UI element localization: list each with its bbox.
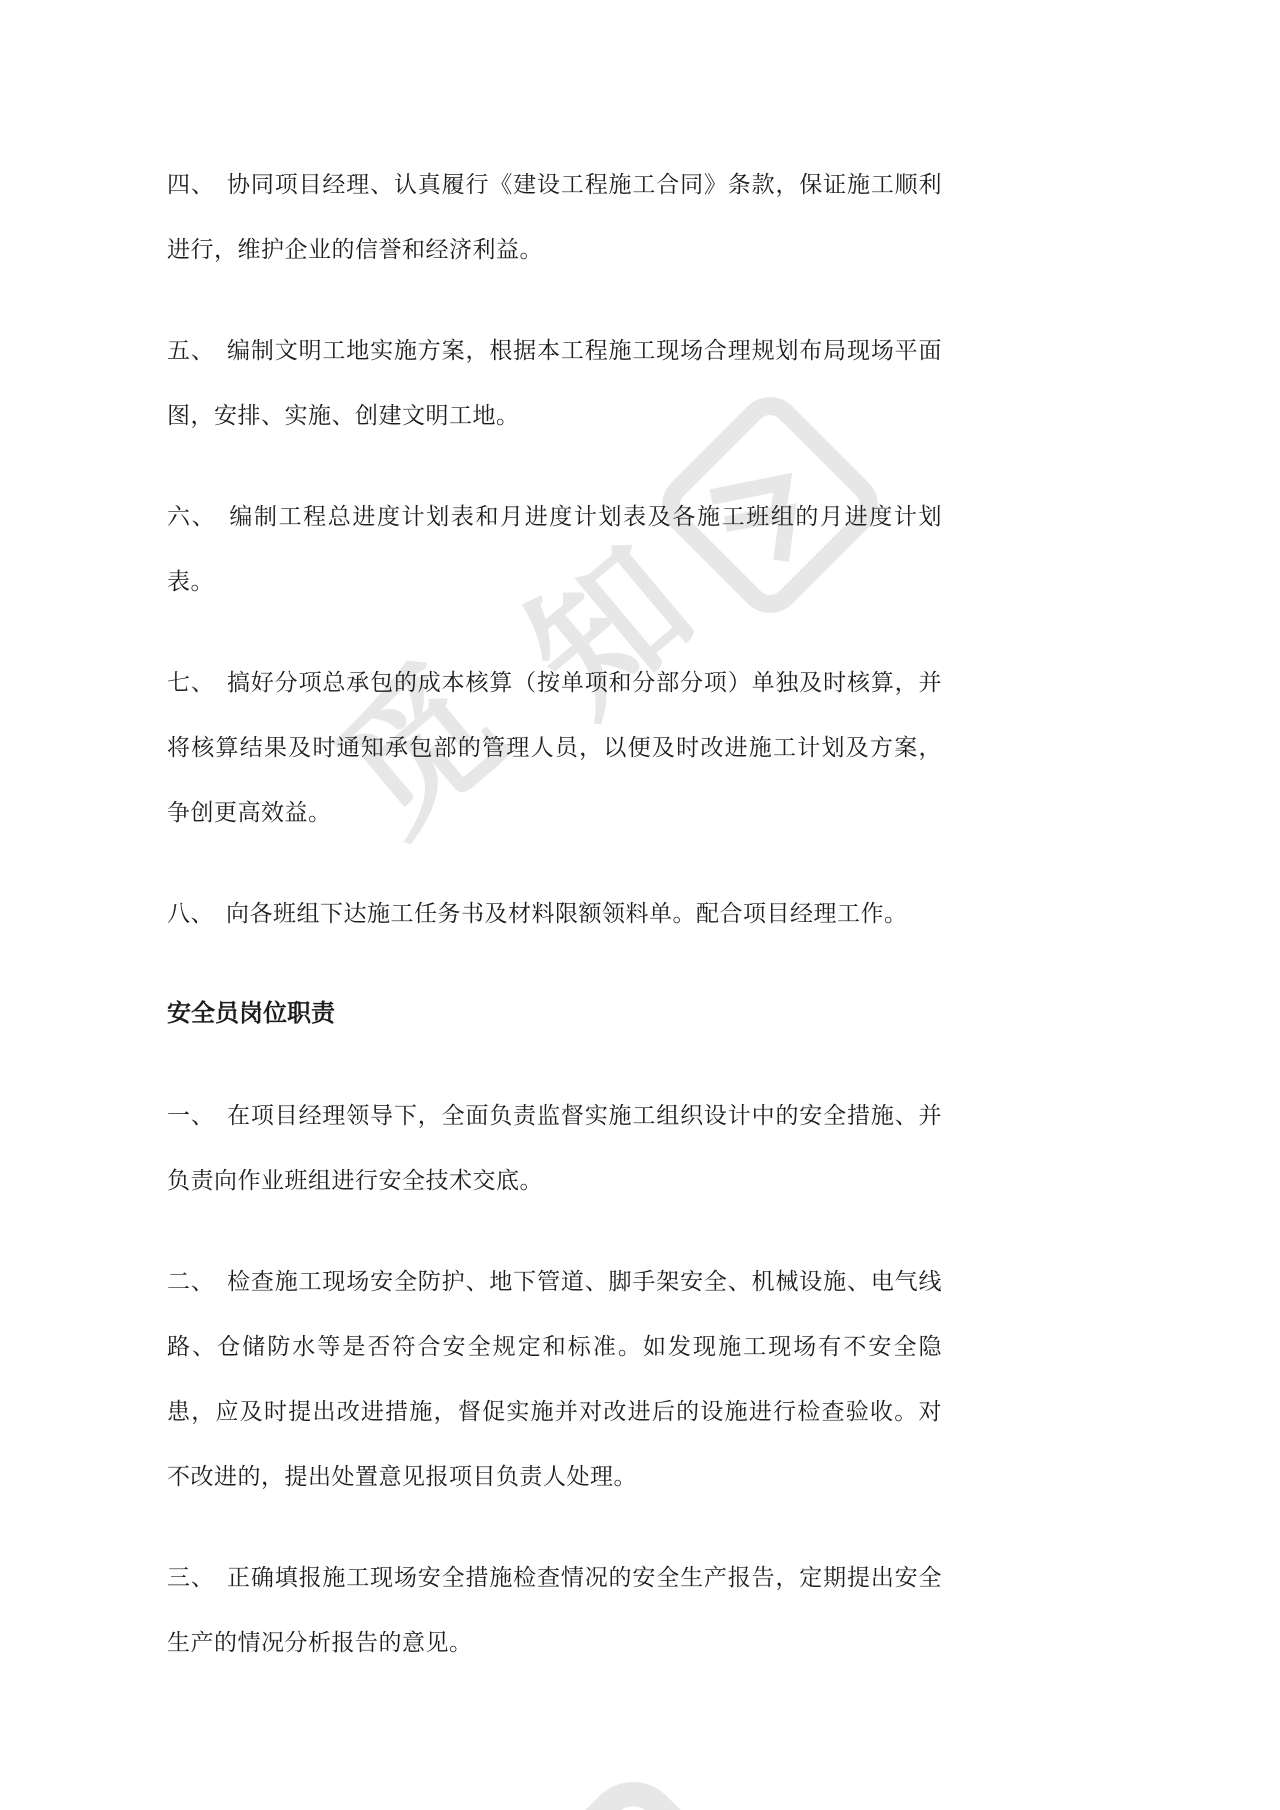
duty-item-1: 一、 在项目经理领导下，全面负责监督实施工组织设计中的安全措施、并负责向作业班组进行安全技术交底。 xyxy=(167,1103,942,1193)
document-body xyxy=(167,0,942,1675)
watermark-char-1: 觅 xyxy=(308,637,532,863)
paragraph-item-7: 七、 搞好分项总承包的成本核算（按单项和分部分项）单独及时核算，并将核算结果及时通知承包部的管理人员，以便及时改进施工计划及方案，争创更高效益。 xyxy=(167,670,942,825)
duty-item-3: 三、 正确填报施工现场安全措施检查情况的安全生产报告，定期提出安全生产的情况分析报告的意见。 xyxy=(167,1565,942,1655)
duty-item-2: 二、 检查施工现场安全防护、地下管道、脚手架安全、机械设施、电气线路、仓储防水等是否符合安全规定和标准。如发现施工现场有不安全隐患，应及时提出改进措施，督促实施并对改进后的设施进行检查验收。对不改进的，提出处置意见报项目负责人处理。 xyxy=(167,1269,942,1489)
paragraph-item-6: 六、 编制工程总进度计划表和月进度计划表及各施工班组的月进度计划表。 xyxy=(167,504,942,594)
paragraph-item-5: 五、 编制文明工地实施方案，根据本工程施工现场合理规划布局现场平面图，安排、实施、创建文明工地。 xyxy=(167,338,942,428)
paragraph-item-4: 四、 协同项目经理、认真履行《建设工程施工合同》条款，保证施工顺利进行，维护企业的信誉和经济利益。 xyxy=(167,172,942,262)
paragraph-item-8: 八、 向各班组下达施工任务书及材料限额领料单。配合项目经理工作。 xyxy=(167,901,908,926)
watermark-char-2: 知 xyxy=(498,517,722,743)
section-heading: 安全员岗位职责 xyxy=(167,1001,335,1027)
watermark-bottom-fragment-icon xyxy=(435,1750,831,1810)
